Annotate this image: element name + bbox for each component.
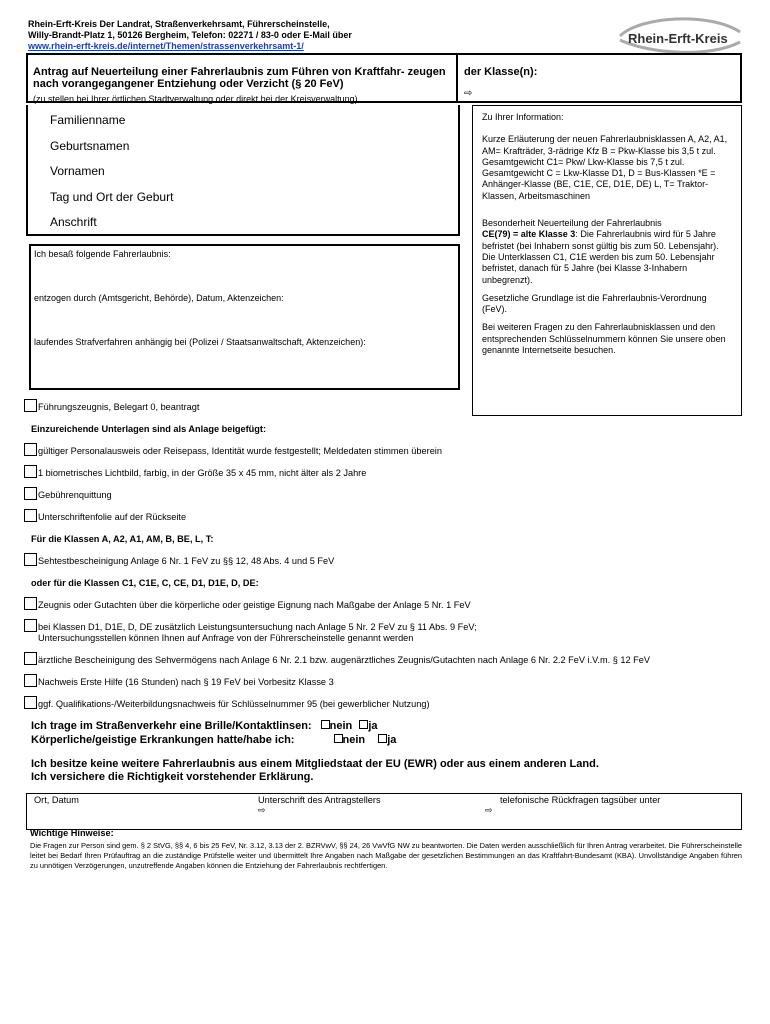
erkrankung-ja-label: ja bbox=[387, 734, 397, 746]
erste-hilfe-checkbox[interactable] bbox=[24, 674, 37, 687]
klassen-c-heading: oder für die Klassen C1, C1E, C, CE, D1, D1E, D, DE: bbox=[31, 578, 259, 588]
d1-row bbox=[24, 622, 477, 644]
title-box-divider bbox=[456, 53, 458, 103]
info-klassen: Kurze Erläuterung der neuen Fahrerlaubnisklassen A, A2, A1, AM= Krafträder, 3-rädrige Kfz B = Pkw-Klasse bis 3,5 t zul. Gesamtgewicht C1= Pkw/ Lkw-Klasse bis 7,5 t zul. Gesamtgewicht C = Lkw-Klasse D1, D = Bus-Klassen *E = Anhänger-Klasse (BE, C1E, CE, D1E, DE) L, T= Traktor-Klassen, Arbeitsmaschinen bbox=[482, 134, 728, 201]
info-box bbox=[472, 105, 742, 416]
lichtbild-row bbox=[24, 468, 366, 478]
info-ce79-intro: Besonderheit Neuerteilung der Fahrerlaubnis bbox=[482, 218, 662, 229]
unterschrift-arrow-icon: ⇨ bbox=[258, 805, 266, 815]
ausweis-row bbox=[24, 446, 442, 456]
telefon-arrow-icon: ⇨ bbox=[485, 805, 493, 815]
form-title: Antrag auf Neuerteilung einer Fahrerlaubnis zum Führen von Kraftfahr- zeugen nach vorangegangener Entziehung oder Verzicht (§ 20 FeV) bbox=[33, 66, 446, 90]
qualifikation-checkbox[interactable] bbox=[24, 696, 37, 709]
brille-question bbox=[31, 720, 378, 733]
lichtbild-checkbox[interactable] bbox=[24, 465, 37, 478]
strafverfahren-label[interactable]: laufendes Strafverfahren anhängig bei (Polizei / Staatsanwaltschaft, Aktenzeichen): bbox=[34, 337, 366, 347]
logo-text: Rhein-Erft-Kreis bbox=[628, 31, 728, 46]
fahrerlaubnis-box bbox=[29, 244, 460, 390]
fuehrungszeugnis-checkbox[interactable] bbox=[24, 399, 37, 412]
erkrankung-question bbox=[31, 734, 396, 747]
gebuehren-checkbox[interactable] bbox=[24, 487, 37, 500]
erkrankung-label: Körperliche/geistige Erkrankungen hatte/habe ich: bbox=[31, 734, 295, 746]
sehtest-label: Sehtestbescheinigung Anlage 6 Nr. 1 FeV zu §§ 12, 48 Abs. 4 und 5 FeV bbox=[38, 556, 335, 566]
besass-label[interactable]: Ich besaß folgende Fahrerlaubnis: bbox=[34, 249, 171, 259]
fuehrungszeugnis-row bbox=[24, 402, 199, 412]
d1-checkbox[interactable] bbox=[24, 619, 37, 632]
info-ce79-bold: CE(79) = alte Klasse 3 bbox=[482, 229, 576, 240]
header-line-2: Willy-Brandt-Platz 1, 50126 Bergheim, Telefon: 02271 / 83-0 oder E-Mail über bbox=[28, 30, 352, 40]
familienname-field[interactable]: Familienname bbox=[50, 113, 126, 127]
geburt-field[interactable]: Tag und Ort der Geburt bbox=[50, 190, 174, 204]
sehtest-checkbox[interactable] bbox=[24, 553, 37, 566]
d1-label-line-1: bei Klassen D1, D1E, D, DE zusätzlich Leistungsuntersuchung nach Anlage 5 Nr. 2 FeV zu § 11 Abs. 9 FeV; bbox=[38, 622, 477, 632]
anschrift-field[interactable]: Anschrift bbox=[50, 215, 97, 229]
erste-hilfe-label: Nachweis Erste Hilfe (16 Stunden) nach § 19 FeV bei Vorbesitz Klasse 3 bbox=[38, 677, 334, 687]
sehvermoegen-row bbox=[24, 655, 650, 665]
brille-label: Ich trage im Straßenverkehr eine Brille/Kontaktlinsen: bbox=[31, 720, 312, 732]
unterlagen-heading: Einzureichende Unterlagen sind als Anlage beigefügt: bbox=[31, 424, 266, 434]
entzogen-label[interactable]: entzogen durch (Amtsgericht, Behörde), Datum, Aktenzeichen: bbox=[34, 293, 284, 303]
klasse-label: der Klasse(n): bbox=[464, 66, 538, 78]
telefon-field[interactable]: telefonische Rückfragen tagsüber unter bbox=[500, 795, 661, 805]
gebuehren-label: Gebührenquittung bbox=[38, 490, 112, 500]
brille-nein-label: nein bbox=[329, 720, 353, 732]
info-ce79-rest: : Die Fahrerlaubnis wird für 5 Jahre befristet (bei Inhabern sonst gültig bis zum 50. Lebensjahr). Die Unterklassen C1, C1E werden bis zum 50. Lebensjahr befristet, danach für 5 Jahre (bei Klasse 3-Inhabern unbegrenzt). bbox=[482, 229, 719, 285]
geburtsnamen-field[interactable]: Geburtsnamen bbox=[50, 139, 130, 153]
lichtbild-label: 1 biometrisches Lichtbild, farbig, in der Größe 35 x 45 mm, nicht älter als 2 Jahre bbox=[38, 468, 367, 478]
d1-label-line-2: Untersuchungsstellen können Ihnen auf Anfrage von der Führerscheinstelle genannt werden bbox=[38, 633, 414, 643]
erkrankung-ja-checkbox[interactable] bbox=[378, 734, 387, 743]
zeugnis-label: Zeugnis oder Gutachten über die körperliche oder geistige Eignung nach Maßgabe der Anlage 5 Nr. 1 FeV bbox=[38, 600, 471, 610]
ausweis-label: gültiger Personalausweis oder Reisepass, Identität wurde festgestellt; Meldedaten stimmen überein bbox=[38, 446, 442, 456]
brille-nein-checkbox[interactable] bbox=[321, 720, 330, 729]
fuehrungszeugnis-label: Führungszeugnis, Belegart 0, beantragt bbox=[38, 402, 200, 412]
d1-label bbox=[38, 622, 477, 644]
erste-hilfe-row bbox=[24, 677, 334, 687]
unterschrift-field[interactable]: Unterschrift des Antragstellers bbox=[258, 795, 381, 805]
erkrankung-nein-label: nein bbox=[342, 734, 366, 746]
header-link[interactable]: www.rhein-erft-kreis.de/internet/Themen/strassenverkehrsamt-1/ bbox=[28, 41, 304, 51]
erkrankung-nein-checkbox[interactable] bbox=[334, 734, 343, 743]
info-grundlage: Gesetzliche Grundlage ist die Fahrerlaubnis-Verordnung (FeV). bbox=[482, 292, 707, 315]
info-fragen: Bei weiteren Fragen zu den Fahrerlaubnisklassen und den entsprechenden Schlüsselnummern können Sie unsere oben genannte Internetseite besuchen. bbox=[482, 322, 726, 356]
unterschriften-checkbox[interactable] bbox=[24, 509, 37, 522]
unterschriften-label: Unterschriftenfolie auf der Rückseite bbox=[38, 512, 187, 522]
klassen-a-heading: Für die Klassen A, A2, A1, AM, B, BE, L, T: bbox=[31, 534, 214, 544]
header-line-1: Rhein-Erft-Kreis Der Landrat, Straßenverkehrsamt, Führerscheinstelle, bbox=[28, 19, 330, 29]
gebuehren-row bbox=[24, 490, 112, 500]
form-subtitle: (zu stellen bei Ihrer örtlichen Stadtverwaltung oder direkt bei der Kreisverwaltung) bbox=[33, 94, 358, 104]
vornamen-field[interactable]: Vornamen bbox=[50, 164, 105, 178]
hinweise-text: Die Fragen zur Person sind gem. § 2 StVG, §§ 4, 6 bis 25 FeV, Nr. 3.12, 3.13 der 2. BZRVwV, §§ 24, 26 VwVfG NW zu beantworten. Die Daten werden ausschließlich für Ihren Antrag verarbeitet. Die Führerscheinstelle leitet bei Bedarf Ihren Prüfauftrag an die zuständige Prüfstelle weiter und übermittelt Ihre Angaben nach Maßgabe der gesetzlichen Bestimmungen an das Kraftfahrt-Bundesamt (KBA). Unvollständige Angaben führen zu unnötigen Verzögerungen, unzutreffende Angaben können die Entziehung der Fahrerlaubnis rechtfertigen. bbox=[30, 841, 742, 870]
klasse-arrow-icon: ⇨ bbox=[464, 88, 473, 99]
zeugnis-checkbox[interactable] bbox=[24, 597, 37, 610]
brille-ja-label: ja bbox=[368, 720, 378, 732]
sehtest-row bbox=[24, 556, 334, 566]
sehvermoegen-label: ärztliche Bescheinigung des Sehvermögens nach Anlage 6 Nr. 2.1 bzw. augenärztliches Zeugnis/Gutachten nach Anlage 6 Nr. 2.2 FeV i.V.m. § 12 FeV bbox=[38, 655, 651, 665]
authority-header bbox=[28, 19, 352, 52]
ausweis-checkbox[interactable] bbox=[24, 443, 37, 456]
declaration-1: Ich besitze keine weitere Fahrerlaubnis aus einem Mitgliedstaat der EU (EWR) oder aus einem anderen Land. bbox=[31, 758, 599, 770]
info-ce79 bbox=[482, 218, 733, 286]
ort-datum-field[interactable]: Ort, Datum bbox=[34, 795, 79, 805]
sehvermoegen-checkbox[interactable] bbox=[24, 652, 37, 665]
qualifikation-row bbox=[24, 699, 430, 709]
declaration-2: Ich versichere die Richtigkeit vorstehender Erklärung. bbox=[31, 771, 314, 783]
unterschriften-row bbox=[24, 512, 186, 522]
zeugnis-row bbox=[24, 600, 471, 610]
info-heading: Zu Ihrer Information: bbox=[482, 112, 564, 122]
hinweise-title: Wichtige Hinweise: bbox=[30, 828, 114, 838]
brille-ja-checkbox[interactable] bbox=[359, 720, 368, 729]
qualifikation-label: ggf. Qualifikations-/Weiterbildungsnachweis für Schlüsselnummer 95 (bei gewerblicher Nutzung) bbox=[38, 699, 430, 709]
